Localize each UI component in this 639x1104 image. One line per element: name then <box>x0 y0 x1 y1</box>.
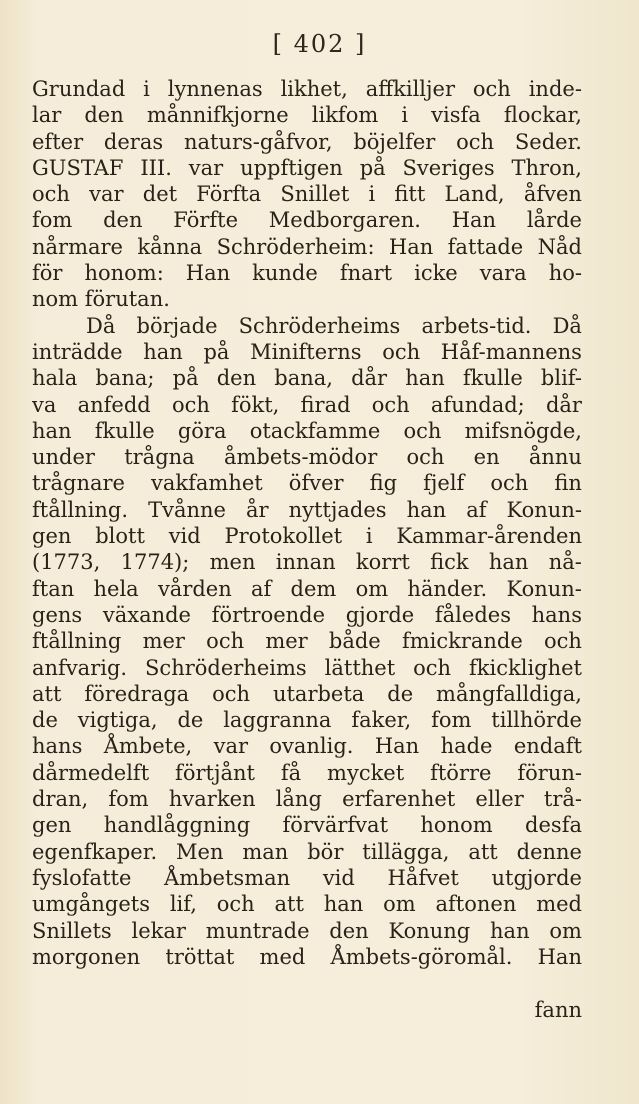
text-line: egenfkaper. Men man bör tillägga, att denne <box>32 839 582 864</box>
text-line: trågnare vakfamhet öfver fig fjelf och fin <box>32 471 582 496</box>
text-line: att föredraga och utarbeta de mångfalldiga, <box>32 681 582 706</box>
text-line: för honom: Han kunde fnart icke vara ho- <box>32 261 582 286</box>
text-line: Då började Schröderheims arbets-tid. Då <box>86 313 582 338</box>
text-line: dran, fom hvarken lång erfarenhet eller trå- <box>32 787 582 812</box>
text-line: ftållning mer och mer både fmickrande och <box>32 629 582 654</box>
text-line: ftan hela vården af dem om händer. Konun- <box>32 576 582 601</box>
text-line: gen handlåggning förvärfvat honom desfa <box>32 813 582 838</box>
text-line: morgonen tröttat med Åmbets-göromål. Han <box>32 944 582 969</box>
text-line: va anfedd och fökt, firad och afundad; dår <box>32 392 582 417</box>
text-line: gens växande förtroende gjorde fåledes hans <box>32 602 582 627</box>
text-line: de vigtiga, de laggranna faker, fom tillhörde <box>32 708 582 733</box>
text-line: hans Åmbete, var ovanlig. Han hade endaft <box>32 734 582 759</box>
text-line: hala bana; på den bana, dår han fkulle blif- <box>32 366 582 391</box>
text-line: Snillets lekar muntrade den Konung han om <box>32 918 582 943</box>
catchword: fann <box>534 998 582 1022</box>
text-line: ftållning. Tvånne år nyttjades han af Konun- <box>32 497 582 522</box>
text-line: fyslofatte Åmbetsman vid Håfvet utgjorde <box>32 865 582 890</box>
text-line: Grundad i lynnenas likhet, affkilljer och inde- <box>32 77 582 101</box>
text-line: efter deras naturs-gåfvor, böjelfer och Seder. <box>32 129 582 154</box>
text-line: och var det Förfta Snillet i fitt Land, åfven <box>32 182 582 207</box>
text-line: GUSTAF III. var uppftigen på Sveriges Thron, <box>32 155 582 180</box>
text-line: nom förutan. <box>32 287 170 312</box>
text-line: umgångets lif, och att han om aftonen med <box>32 892 582 917</box>
body-text <box>32 76 582 970</box>
text-line: dårmedelft förtjånt få mycket ftörre förun- <box>32 760 582 785</box>
text-line: gen blott vid Protokollet i Kammar-årenden <box>32 524 582 549</box>
text-line: han fkulle göra otackfamme och mifsnögde, <box>32 418 582 443</box>
text-line: nårmare kånna Schröderheim: Han fattade Nåd <box>32 234 582 259</box>
page-number: [ 402 ] <box>272 30 367 58</box>
text-line: inträdde han på Minifterns och Håf-mannens <box>32 339 582 364</box>
text-line: anfvarig. Schröderheims lätthet och fkicklighet <box>32 655 582 680</box>
text-line: under trågna åmbets-mödor och en ånnu <box>32 445 582 470</box>
text-line: fom den Förfte Medborgaren. Han lårde <box>32 208 582 233</box>
text-line: (1773, 1774); men innan korrt fick han nå- <box>32 550 582 575</box>
text-line: lar den månnifkjorne likfom i visfa flockar, <box>32 103 582 128</box>
